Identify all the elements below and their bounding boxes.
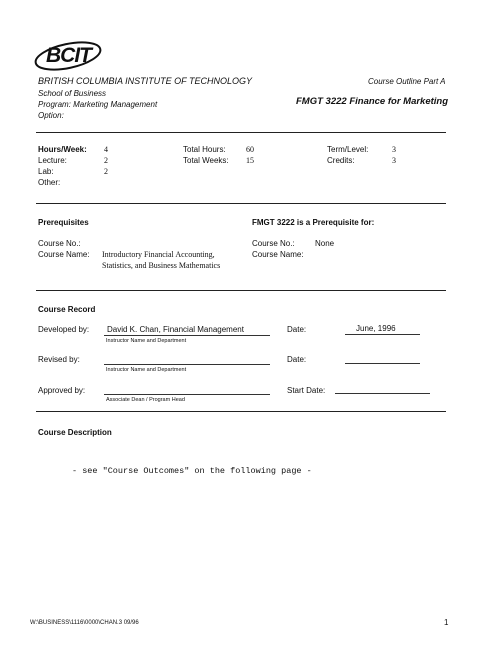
lecture-value: 2 xyxy=(104,156,108,165)
divider xyxy=(36,132,446,133)
right-course-no-label: Course No.: xyxy=(252,239,295,248)
page-number: 1 xyxy=(444,618,449,627)
start-date-line xyxy=(335,393,430,394)
other-label: Other: xyxy=(38,178,61,187)
program-name: Program: Marketing Management xyxy=(38,100,158,109)
approved-by-label: Approved by: xyxy=(38,386,86,395)
credits-value: 3 xyxy=(392,156,396,165)
prerequisites-title: Prerequisites xyxy=(38,218,89,227)
course-title: FMGT 3222 Finance for Marketing xyxy=(296,96,449,107)
lab-label: Lab: xyxy=(38,167,54,176)
hours-week-label: Hours/Week: xyxy=(38,145,87,154)
term-level-label: Term/Level: xyxy=(327,145,369,154)
approved-by-caption: Associate Dean / Program Head xyxy=(106,397,185,403)
footer-path: W:\BUSINESS\1116\0000\CHAN.3 09/96 xyxy=(30,620,139,626)
school-name: School of Business xyxy=(38,89,107,98)
option-label: Option: xyxy=(38,111,64,120)
revised-date-label: Date: xyxy=(287,355,307,364)
course-description-text: - see "Course Outcomes" on the following page - xyxy=(72,466,312,476)
start-date-label: Start Date: xyxy=(287,386,326,395)
revised-by-caption: Instructor Name and Department xyxy=(106,367,187,373)
date-line xyxy=(345,334,420,335)
course-description-title: Course Description xyxy=(38,428,112,437)
right-course-no-value: None xyxy=(315,239,335,248)
divider xyxy=(36,290,446,291)
course-name-label: Course Name: xyxy=(38,250,90,259)
lab-value: 2 xyxy=(104,167,108,176)
outline-part: Course Outline Part A xyxy=(368,77,446,86)
total-weeks-label: Total Weeks: xyxy=(183,156,229,165)
divider xyxy=(36,411,446,412)
logo-text: BCIT xyxy=(46,44,91,67)
date-value: June, 1996 xyxy=(356,324,396,333)
right-course-name-label: Course Name: xyxy=(252,250,304,259)
course-no-label: Course No.: xyxy=(38,239,81,248)
total-hours-label: Total Hours: xyxy=(183,145,226,154)
term-level-value: 3 xyxy=(392,145,396,154)
developed-by-line xyxy=(104,335,270,336)
course-record-title: Course Record xyxy=(38,305,96,314)
is-prereq-title: FMGT 3222 is a Prerequisite for: xyxy=(252,218,375,227)
bcit-logo xyxy=(33,38,103,72)
developed-by-label: Developed by: xyxy=(38,325,90,334)
lecture-label: Lecture: xyxy=(38,156,67,165)
divider xyxy=(36,203,446,204)
developed-by-caption: Instructor Name and Department xyxy=(106,338,187,344)
developed-by-value: David K. Chan, Financial Management xyxy=(107,325,244,334)
hours-week-value: 4 xyxy=(104,145,108,154)
approved-by-line xyxy=(104,394,270,395)
date-label: Date: xyxy=(287,325,307,334)
revised-by-line xyxy=(104,364,270,365)
credits-label: Credits: xyxy=(327,156,355,165)
total-hours-value: 60 xyxy=(246,145,254,154)
course-name-line2: Statistics, and Business Mathematics xyxy=(102,261,221,270)
total-weeks-value: 15 xyxy=(246,156,254,165)
institute-name: BRITISH COLUMBIA INSTITUTE OF TECHNOLOGY xyxy=(38,76,253,86)
revised-date-line xyxy=(345,363,420,364)
course-name-line1: Introductory Financial Accounting, xyxy=(102,250,215,259)
revised-by-label: Revised by: xyxy=(38,355,80,364)
